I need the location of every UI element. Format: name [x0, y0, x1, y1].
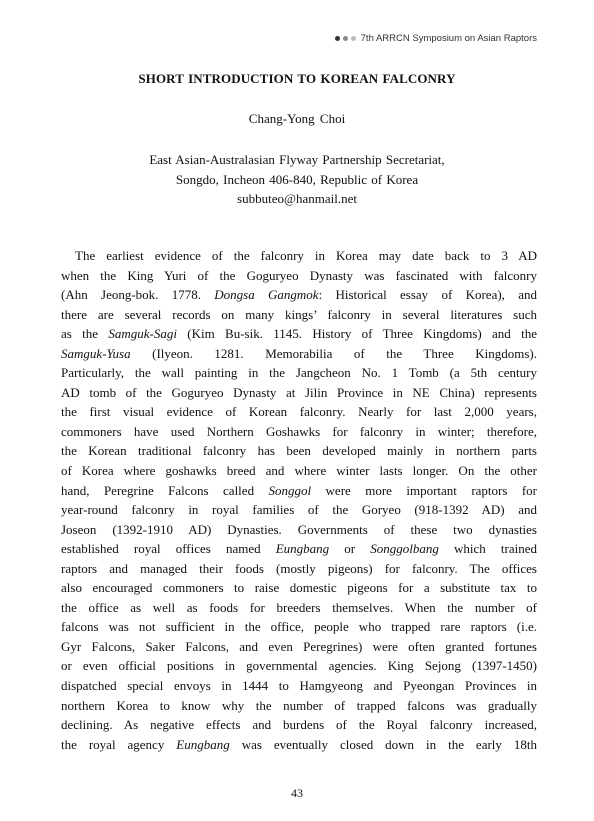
text-run: (Ahn Jeong-bok. 1778.: [61, 287, 215, 303]
body-line: [61, 735, 537, 755]
body-line: [61, 539, 537, 559]
body-line: [61, 344, 537, 364]
text-run: declining. As negative effects and burdens of the Royal falconry increased,: [61, 717, 537, 733]
affiliation-line: East Asian-Australasian Flyway Partnership Secretariat,: [149, 152, 445, 167]
bullet-dot-icon: [335, 36, 340, 41]
text-run: (Kim Bu-sik. 1145. History of Three Kingdoms) and the: [176, 326, 537, 342]
body-line: [61, 285, 537, 305]
text-run: there are several records on many kings’ falconry in several literatures such: [61, 306, 537, 322]
body-line: [61, 246, 537, 266]
body-line: [61, 578, 537, 598]
text-run: raptors and managed their foods (mostly pigeons) for falconry. The offices: [61, 560, 537, 576]
italic-term: Dongsa Gangmok: [214, 287, 319, 303]
body-line: [61, 266, 537, 286]
header-dots: [335, 36, 356, 41]
body-line: [61, 559, 537, 579]
italic-term: Samguk-Sagi: [108, 326, 177, 342]
body-line: [61, 500, 537, 520]
text-run: were more important raptors for: [311, 482, 537, 498]
page-number: 43: [291, 786, 303, 800]
text-run: Gyr Falcons, Saker Falcons, and even Peregrines) were often granted fortunes: [61, 638, 537, 654]
text-run: : Historical essay of Korea), and: [318, 287, 537, 303]
text-run: the Korean traditional falconry has been developed mainly in northern parts: [61, 443, 537, 459]
author-name: Chang-Yong Choi: [248, 111, 346, 126]
italic-term: Samguk-Yusa: [61, 345, 131, 361]
bullet-dot-icon: [351, 36, 356, 41]
body-line: [61, 422, 537, 442]
body-line: [61, 383, 537, 403]
text-run: AD tomb of the Goguryeo Dynasty at Jilin Province in NE China) represents: [61, 384, 537, 400]
text-run: commoners have used Northern Goshawks for falconry in winter; therefore,: [61, 423, 537, 439]
text-run: was eventually closed down in the early 18th: [229, 736, 537, 752]
header-text: 7th ARRCN Symposium on Asian Raptors: [360, 33, 537, 44]
running-header: [335, 33, 537, 44]
text-run: of Korea where goshawks breed and where winter lasts longer. On the other: [61, 463, 537, 479]
text-run: falcons was not sufficient in the office, people who trapped rare raptors (i.e.: [61, 619, 537, 635]
body-line: [61, 305, 537, 325]
text-run: dispatched special envoys in 1444 to Hamgyeong and Pyeongan Provinces in: [61, 678, 537, 694]
text-run: which trained: [438, 541, 537, 557]
text-run: Particularly, the wall painting in the Jangcheon No. 1 Tomb (a 5th century: [61, 365, 537, 381]
text-run: as the: [61, 326, 109, 342]
body-line: [61, 656, 537, 676]
body-paragraph: [61, 246, 537, 754]
body-line: [61, 520, 537, 540]
text-run: (Ilyeon. 1281. Memorabilia of the Three Kingdoms).: [130, 345, 537, 361]
italic-term: Eungbang: [275, 541, 330, 557]
text-run: Joseon (1392-1910 AD) Dynasties. Governments of these two dynasties: [61, 521, 537, 537]
author-email: subbuteo@hanmail.net: [237, 191, 357, 206]
italic-term: Songgolbang: [370, 541, 439, 557]
affiliation-line: Songdo, Incheon 406-840, Republic of Korea: [175, 171, 419, 187]
affiliation-block: [0, 150, 594, 209]
text-run: or: [329, 541, 371, 557]
body-line: [61, 441, 537, 461]
italic-term: Songgol: [268, 482, 312, 498]
text-run: year-round falconry in royal families of the Goryeo (918-1392 AD) and: [61, 502, 537, 518]
body-line: [61, 696, 537, 716]
text-run: northern Korea to know why the number of trapped falcons was gradually: [61, 697, 537, 713]
text-run: the office as well as foods for breeders themselves. When the number of: [61, 599, 537, 615]
text-run: hand, Peregrine Falcons called: [61, 482, 269, 498]
body-line: [61, 715, 537, 735]
italic-term: Eungbang: [176, 736, 230, 752]
body-line: [61, 676, 537, 696]
body-line: [61, 324, 537, 344]
text-run: established royal offices named: [61, 541, 276, 557]
text-run: when the King Yuri of the Goguryeo Dynasty was fascinated with falconry: [61, 267, 537, 283]
text-run: or even official positions in governmental agencies. King Sejong (1397-1450): [61, 658, 537, 674]
body-line: [61, 481, 537, 501]
body-line: [61, 617, 537, 637]
body-line: [61, 598, 537, 618]
body-line: [61, 637, 537, 657]
text-run: the royal agency: [61, 736, 177, 752]
text-run: The earliest evidence of the falconry in Korea may date back to 3 AD: [75, 248, 537, 263]
body-line: [61, 363, 537, 383]
paper-title: SHORT INTRODUCTION TO KOREAN FALCONRY: [138, 71, 456, 86]
bullet-dot-icon: [343, 36, 348, 41]
body-line: [61, 461, 537, 481]
body-line: [61, 402, 537, 422]
text-run: the first visual evidence of Korean falconry. Nearly for last 2,000 years,: [61, 404, 537, 420]
text-run: also encouraged commoners to raise domestic pigeons for a substitute tax to: [61, 580, 537, 596]
